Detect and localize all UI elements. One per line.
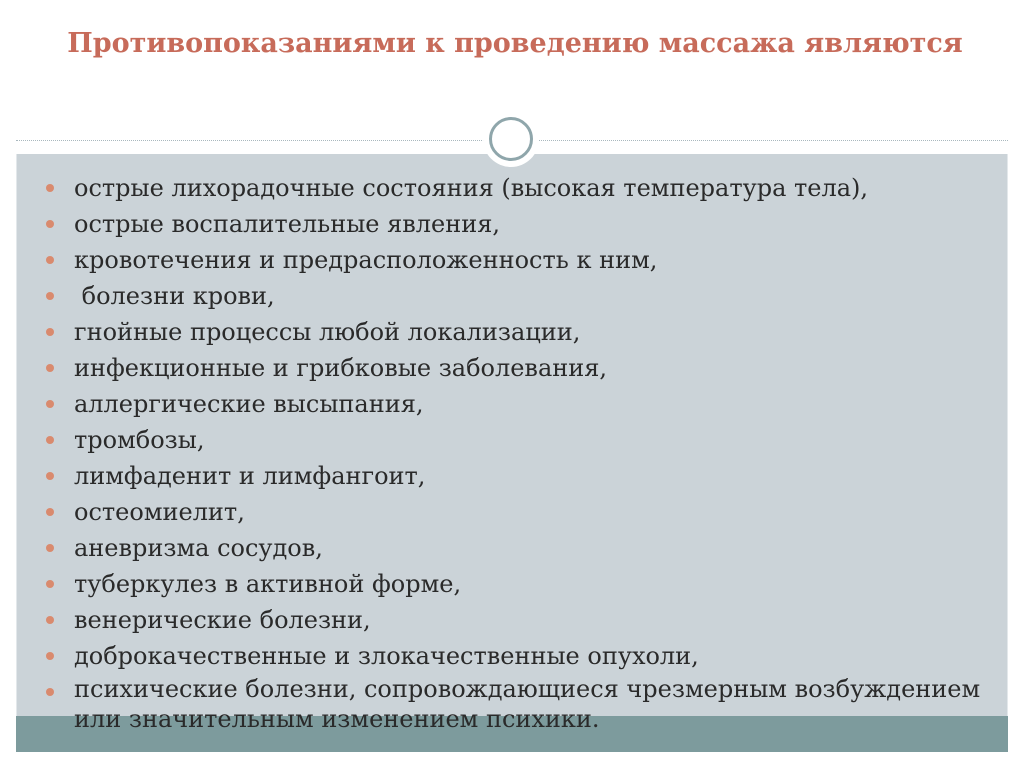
bullet-icon <box>46 400 54 408</box>
list-item-text: острые воспалительные явления, <box>74 210 500 238</box>
list-item-text: туберкулез в активной форме, <box>74 570 462 598</box>
list-item-text: болезни крови, <box>74 282 275 310</box>
bullet-icon <box>46 688 54 696</box>
bullet-icon <box>46 652 54 660</box>
bullet-icon <box>46 472 54 480</box>
list-item-text: острые лихорадочные состояния (высокая температура тела), <box>74 174 869 202</box>
list-item <box>44 314 984 350</box>
bullet-icon <box>46 292 54 300</box>
list-item <box>44 206 984 242</box>
contraindications-list <box>44 170 988 734</box>
list-item-text: аллергические высыпания, <box>74 390 424 418</box>
list-item <box>44 566 984 602</box>
list-item <box>44 458 984 494</box>
ornament-ring <box>489 117 533 161</box>
list-item <box>44 494 984 530</box>
bullet-icon <box>46 364 54 372</box>
circle-ring-icon <box>483 111 539 167</box>
bullet-icon <box>46 544 54 552</box>
list-item-text: венерические болезни, <box>74 606 371 634</box>
bullet-icon <box>46 256 54 264</box>
list-item-text: кровотечения и предрасположенность к ним, <box>74 246 658 274</box>
list-item-text: психические болезни, сопровождающиеся чрезмерным возбуждением или значительным изменением психики. <box>74 675 988 733</box>
bullet-icon <box>46 328 54 336</box>
list-item-text: остеомиелит, <box>74 498 245 526</box>
list-item-text: лимфаденит и лимфангоит, <box>74 462 426 490</box>
list-item-text: гнойные процессы любой локализации, <box>74 318 581 346</box>
list-item <box>44 530 984 566</box>
list-item <box>44 350 984 386</box>
bullet-icon <box>46 616 54 624</box>
list-item-text: доброкачественные и злокачественные опухоли, <box>74 642 699 670</box>
list-item <box>44 674 988 734</box>
bullet-icon <box>46 580 54 588</box>
list-item <box>44 278 984 314</box>
list-item <box>44 638 984 674</box>
list-item <box>44 386 984 422</box>
list-item-text: аневризма сосудов, <box>74 534 323 562</box>
list-item <box>44 170 984 206</box>
bullet-icon <box>46 184 54 192</box>
list-item-text: инфекционные и грибковые заболевания, <box>74 354 608 382</box>
bullet-icon <box>46 220 54 228</box>
list-item <box>44 602 984 638</box>
list-item <box>44 422 984 458</box>
list-item-text: тромбозы, <box>74 426 205 454</box>
bullet-icon <box>46 436 54 444</box>
slide-title: Противопоказаниями к проведению массажа являются <box>67 28 963 59</box>
list-item <box>44 242 984 278</box>
bullet-icon <box>46 508 54 516</box>
